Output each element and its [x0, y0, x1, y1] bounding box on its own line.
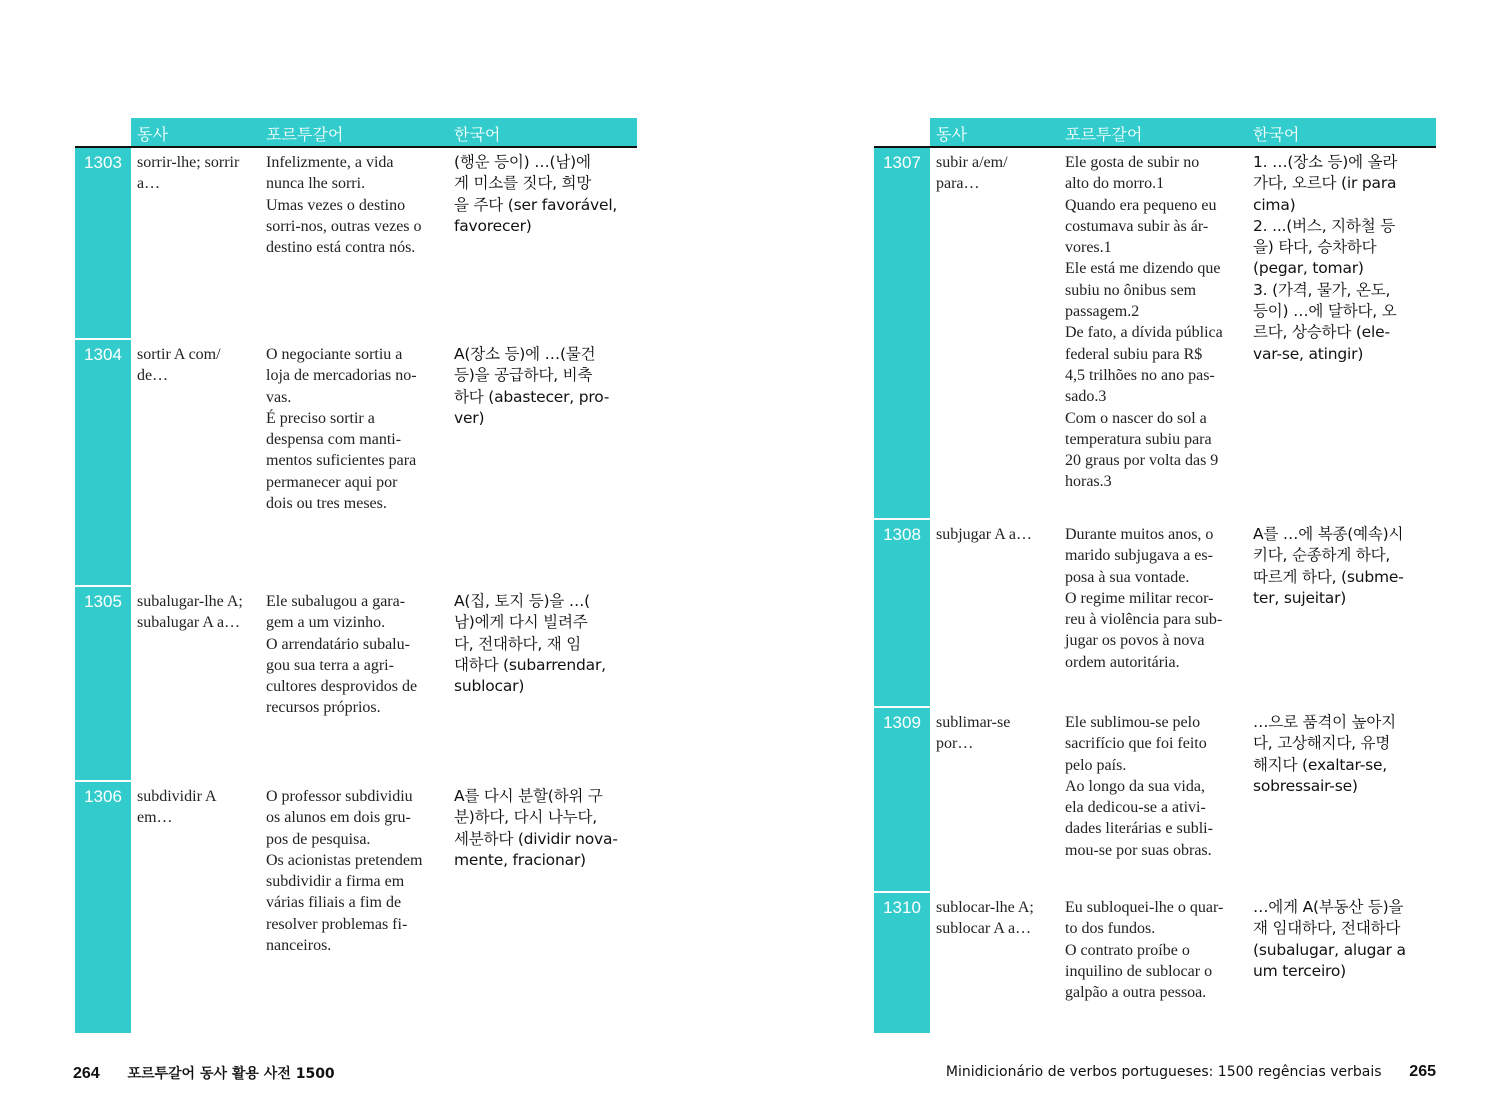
entry-row	[874, 520, 1436, 708]
header-verb: 동사	[936, 125, 967, 144]
entry-number: 1308	[874, 520, 930, 706]
entry-number: 1309	[874, 708, 930, 891]
entry-portuguese: Eu subloquei-lhe o quar- to dos fundos. O contrato proíbe o inquilino de sublocar o galpão a outra pessoa.	[1065, 899, 1224, 1002]
entry-row	[75, 340, 637, 587]
verb-table-right	[874, 118, 1436, 1033]
entry-row	[75, 782, 637, 1033]
entry-row	[75, 587, 637, 782]
page-number: 264	[73, 1065, 100, 1082]
verb-table-left	[75, 118, 637, 1033]
footer-left	[73, 1063, 335, 1083]
entry-portuguese: O negociante sortiu a loja de mercadorias no- vas. É preciso sortir a despensa com manti- mentos suficientes para permanecer aqui por dois ou tres meses.	[266, 346, 417, 513]
header-korean: 한국어	[1253, 125, 1300, 144]
entry-row	[874, 148, 1436, 520]
entry-korean: A(집, 토지 등)을 …( 남)에게 다시 빌려주 다, 전대하다, 재 임 대하다 (subarrendar, sublocar)	[454, 592, 606, 696]
entry-korean: A(장소 등)에 …(물건 등)을 공급하다, 비축 하다 (abastecer, pro- ver)	[454, 345, 610, 427]
header-portuguese: 포르투갈어	[266, 125, 344, 144]
entry-verb: sublocar-lhe A; sublocar A a…	[936, 899, 1034, 938]
entry-portuguese: Infelizmente, a vida nunca lhe sorri. Umas vezes o destino sorri-nos, outras vezes o destino está contra nós.	[266, 154, 422, 257]
entry-korean: 1. …(장소 등)에 올라 가다, 오르다 (ir para cima) 2. ...(버스, 지하철 등 을) 타다, 승차하다 (pegar, tomar) 3. (가격, 물가, 온도, 등이) …에 달하다, 오 르다, 상승하다 (ele- var-se, atingir)	[1253, 153, 1398, 363]
entry-number: 1304	[75, 340, 131, 585]
table-header	[131, 118, 637, 148]
running-title: 포르투갈어 동사 활용 사전 1500	[127, 1066, 335, 1082]
running-title: Minidicionário de verbos portugueses: 1500 regências verbais	[945, 1064, 1382, 1080]
entry-korean: …에게 A(부동산 등)을 재 임대하다, 전대하다 (subalugar, alugar a um terceiro)	[1253, 898, 1406, 980]
entry-verb: subjugar A a…	[936, 526, 1032, 543]
footer-right	[946, 1063, 1436, 1081]
entry-row	[75, 148, 637, 340]
entry-portuguese: Ele subalugou a gara- gem a um vizinho. O arrendatário subalu- gou sua terra a agri- cultores desprovidos de recursos próprios.	[266, 593, 418, 717]
page-number: 265	[1409, 1063, 1436, 1080]
entry-number: 1310	[874, 893, 930, 1033]
entry-portuguese: Ele sublimou-se pelo sacrifício que foi feito pelo país. Ao longo da sua vida, ela dedicou-se a ativi- dades literárias e subli- mou-se por suas obras.	[1065, 714, 1213, 859]
entry-verb: sortir A com/ de…	[137, 346, 221, 385]
entry-row	[874, 708, 1436, 893]
entry-number: 1306	[75, 782, 131, 1033]
entry-portuguese: O professor subdividiu os alunos em dois gru- pos de pesquisa. Os acionistas pretendem subdividir a firma em várias filiais a fim de resolver problemas fi- nanceiros.	[266, 788, 423, 955]
header-korean: 한국어	[454, 125, 501, 144]
entry-korean: …으로 품격이 높아지 다, 고상해지다, 유명 해지다 (exaltar-se, sobressair-se)	[1253, 713, 1396, 795]
entry-row	[874, 893, 1436, 1033]
header-verb: 동사	[137, 125, 168, 144]
entry-verb: subalugar-lhe A; subalugar A a…	[137, 593, 243, 632]
entry-number: 1305	[75, 587, 131, 780]
entry-korean: A를 …에 복종(예속)시 키다, 순종하게 하다, 따르게 하다, (subme- ter, sujeitar)	[1253, 525, 1404, 607]
entry-korean: A를 다시 분할(하위 구 분)하다, 다시 나누다, 세분하다 (dividir nova- mente, fracionar)	[454, 787, 618, 869]
entry-korean: (행운 등이) …(남)에 게 미소를 짓다, 희망 을 주다 (ser favorável, favorecer)	[454, 153, 618, 235]
entry-number: 1303	[75, 148, 131, 338]
entry-portuguese: Ele gosta de subir no alto do morro.1 Quando era pequeno eu costumava subir às ár- vores.1 Ele está me dizendo que subiu no ônibus sem passagem.2 De fato, a dívida pública federal subiu para R$ 4,5 trilhões no ano pas- sado.3 Com o nascer do sol a temperatura subiu para 20 graus por volta das 9 horas.3	[1065, 154, 1223, 491]
header-portuguese: 포르투갈어	[1065, 125, 1143, 144]
entry-number: 1307	[874, 148, 930, 518]
table-header	[930, 118, 1436, 148]
entry-verb: sublimar-se por…	[936, 714, 1011, 753]
entry-verb: subir a/em/ para…	[936, 154, 1008, 193]
entry-verb: subdividir A em…	[137, 788, 217, 827]
entry-verb: sorrir-lhe; sorrir a…	[137, 154, 240, 193]
entry-portuguese: Durante muitos anos, o marido subjugava a es- posa à sua vontade. O regime militar recor- reu à violência para sub- jugar os povos à nova ordem autoritária.	[1065, 526, 1223, 671]
